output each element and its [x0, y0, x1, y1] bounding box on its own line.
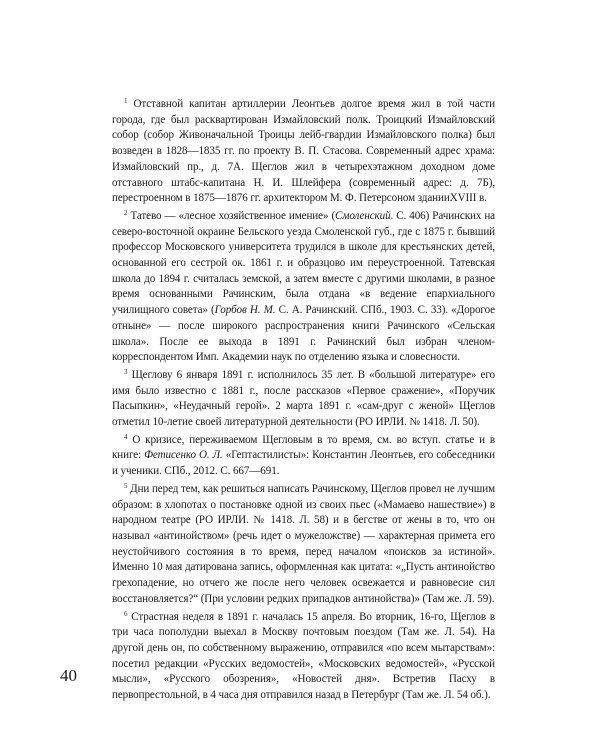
footnote-number: 5 — [124, 481, 128, 490]
footnote-text: Щеглову 6 января 1891 г. исполнилось 35 лет. В «большой литературе» его имя было известно с 1881 г., после рассказов «Первое сражение», «Поручик Пасыпкин», «Неудачный герой». 2 марта 1891 г. «сам-друг с женой» Щеглов отметил 10-летие своей литературной деятельности (РО ИРЛИ. № 1418. Л. 50). — [112, 368, 495, 429]
page-number: 40 — [60, 666, 77, 685]
footnote-5 — [112, 482, 495, 608]
footnote-text: Отставной капитан артиллерии Леонтьев долгое время жил в той части города, где был расквартирован Измайловский полк. Троицкий Измайловский собор (собор Живоначальной Троицы лейб-гвардии Измайловского полка) был возведен в 1828—1835 гг. по проекту В. П. Стасова. Современный адрес храма: Измайловский пр., д. 7А. Щеглов жил в четырехэтажном доходном доме отставного штабс-капитана Н. И. Шлейфера (современный адрес: д. 7Б), перестроенном в 1875—1876 гг. архитектором М. Ф. Петерсоном зданииXVIII в. — [112, 98, 495, 205]
footnote-author-italic: Фетисенко О. Л. — [144, 449, 223, 462]
footnote-3 — [112, 368, 495, 431]
footnote-author-italic: Горбов Н. М. — [214, 304, 276, 317]
footnote-2 — [112, 209, 495, 366]
footnote-text: Страстная неделя в 1891 г. началась 15 апреля. Во вторник, 16-го, Щеглов в три часа пополудни выехал в Москву почтовым поездом (Там же. Л. 54). На другой день он, по собственному выражению, отправился «по всем мытарствам»: посетил редакции «Русских ведомостей», «Московских ведомостей», «Русской мысли», «Русского обозрения», «Новостей дня». Встретив Пасху в первопрестольной, в 4 часа дня отправился назад в Петербург (Там же. Л. 54 об.). — [112, 610, 495, 702]
footnote-text: О кризисе, переживаемом Щегловым в то время, см. во вступ. статье и в книге: — [112, 433, 495, 462]
footnote-number: 3 — [124, 367, 128, 376]
footnote-text: С. А. Рачинский. СПб., 1903. С. 33). «Дорогое отныне» — после широкого распространения книги Рачинского «Сельская школа». После ее выхода в 1891 г. Рачинский был избран членом-корреспондентом Имп. Академии наук по отделению языка и словесности. — [112, 304, 495, 364]
footnote-author-italic: Смоленский — [335, 209, 391, 222]
footnotes-block — [112, 97, 495, 706]
footnote-number: 2 — [124, 208, 128, 217]
footnote-text: Дни перед тем, как решиться написать Рачинскому, Щеглов провел не лучшим образом: в хлопотах о постановке одной из своих пьес («Мамаево нашествие») в народном театре (РО ИРЛИ. № 1418. Л. 58) и в бегстве от жены в то, что он называл «антинойством» (речь идет о мужеложстве) — характерная примета его неустойчивого состояния в то время, перед началом «поисков за истиной». Именно 10 мая датирована запись, оформленная как цитата: «„Пусть антинойство грехопадение, но отчего же после него человек освежается и равновесие сил восстановляется?“ (При условии редких припадков антинойства)» (Там же. Л. 59). — [112, 482, 495, 605]
footnote-number: 6 — [124, 609, 128, 618]
footnote-text: . С. 406) Рачинских на северо-восточной окраине Бельского уезда Смоленской губ., где с 1875 г. бывший профессор Московского университета трудился в школе для крестьянских детей, основанной его сестрой ок. 1861 г. и образцово им переустроенной. Татевская школа до 1894 г. считалась земской, а затем вместе с другими школами, в разное время основанными Рачинским, была отдана «в ведение епархиального училищного совета» ( — [112, 209, 495, 317]
footnote-6 — [112, 610, 495, 704]
footnote-text: Татево — «лесное хозяйственное имение» ( — [130, 209, 336, 222]
footnote-number: 1 — [124, 97, 128, 105]
footnote-4 — [112, 433, 495, 480]
footnote-text: «Гептастилисты»: Константин Леонтьев, его собеседники и ученики. СПб., 2012. С. 667—691. — [112, 449, 495, 478]
footnote-number: 4 — [124, 432, 128, 441]
footnote-1 — [112, 97, 495, 207]
